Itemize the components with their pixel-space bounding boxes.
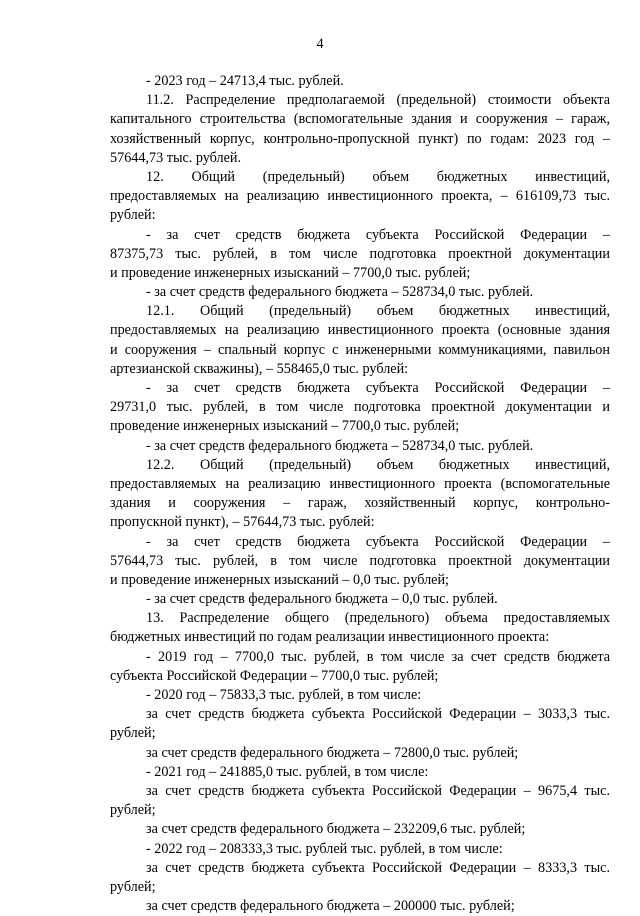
text-line: и проведение инженерных изысканий – 0,0 тыс. рублей; [110,571,449,588]
text-line: - за счет средств бюджета субъекта Российской Федерации – [146,226,610,243]
text-line: за счет средств бюджета субъекта Российской Федерации – 3033,3 тыс. [146,706,610,723]
text-line: рублей; [110,878,156,895]
text-line: капитального строительства (вспомогательные здания и сооружения – гараж, [110,111,610,128]
text-line: - за счет средств бюджета субъекта Российской Федерации – [146,380,610,396]
text-line: предоставляемых на реализацию инвестиционного проекта (вспомогательные [110,475,610,492]
text-line: предоставляемых на реализацию инвестиционного проекта, – 616109,73 тыс. [110,188,610,205]
text-line: хозяйственный корпус, контрольно-пропускной пункт) по годам: 2023 год – [110,130,610,147]
text-line: 11.2. Распределение предполагаемой (предельной) стоимости объекта [146,92,610,109]
text-line: - за счет средств бюджета субъекта Российской Федерации – [146,533,610,550]
text-line: - за счет средств федерального бюджета – 528734,0 тыс. рублей. [146,284,534,301]
text-line: за счет средств федерального бюджета – 200000 тыс. рублей; [146,898,515,915]
text-line: субъекта Российской Федерации – 7700,0 тыс. рублей; [110,667,439,684]
text-line: здания и сооружения – гараж, хозяйственный корпус, контрольно- [110,495,610,512]
text-line: и проведение инженерных изысканий – 7700,0 тыс. рублей; [110,264,471,281]
text-line: 12.2. Общий (предельный) объем бюджетных инвестиций, [146,456,610,473]
text-line: 12.1. Общий (предельный) объем бюджетных инвестиций, [146,303,610,320]
text-line: - 2020 год – 75833,3 тыс. рублей, в том числе: [146,687,422,703]
text-line: 29731,0 тыс. рублей, в том числе подготовка проектной документации и [110,399,610,416]
text-line: за счет средств федерального бюджета – 72800,0 тыс. рублей; [146,744,519,761]
text-line: предоставляемых на реализацию инвестиционного проекта (основные здания [110,322,610,339]
text-line: 87375,73 тыс. рублей, в том числе подготовка проектной документации [110,245,610,262]
text-line: 13. Распределение общего (предельного) объема предоставляемых [146,610,610,627]
text-line: 57644,73 тыс. рублей, в том числе подготовка проектной документации [110,552,610,569]
text-line: рублей; [110,802,156,819]
text-line: 12. Общий (предельный) объем бюджетных инвестиций, [146,168,610,185]
text-line: и сооружения – спальный корпус с инженерными коммуникациями, павильон [110,341,610,358]
text-line: - за счет средств федерального бюджета – 0,0 тыс. рублей. [146,591,498,608]
text-line: рублей: [110,207,156,224]
text-line: - за счет средств федерального бюджета – 528734,0 тыс. рублей. [146,437,534,454]
text-line: 57644,73 тыс. рублей. [110,149,242,166]
document-body [110,72,610,916]
text-line: за счет средств бюджета субъекта Российской Федерации – 9675,4 тыс. [146,782,610,799]
page-number: 4 [316,36,324,52]
text-line: - 2022 год – 208333,3 тыс. рублей тыс. рублей, в том числе: [146,840,503,857]
text-line: за счет средств бюджета субъекта Российской Федерации – 8333,3 тыс. [146,859,610,876]
text-line: за счет средств федерального бюджета – 232209,6 тыс. рублей; [146,821,526,838]
text-line: - 2023 год – 24713,4 тыс. рублей. [146,73,344,89]
text-line: - 2021 год – 241885,0 тыс. рублей, в том числе: [146,763,429,780]
text-line: пропускной пункт), – 57644,73 тыс. рублей: [110,514,375,531]
text-line: артезианской скважины), – 558465,0 тыс. рублей: [110,360,409,377]
text-line: проведение инженерных изысканий – 7700,0 тыс. рублей; [110,418,460,435]
text-line: рублей; [110,725,156,742]
text-line: бюджетных инвестиций по годам реализации инвестиционного проекта: [110,629,550,646]
text-line: - 2019 год – 7700,0 тыс. рублей, в том числе за счет средств бюджета [146,648,610,665]
